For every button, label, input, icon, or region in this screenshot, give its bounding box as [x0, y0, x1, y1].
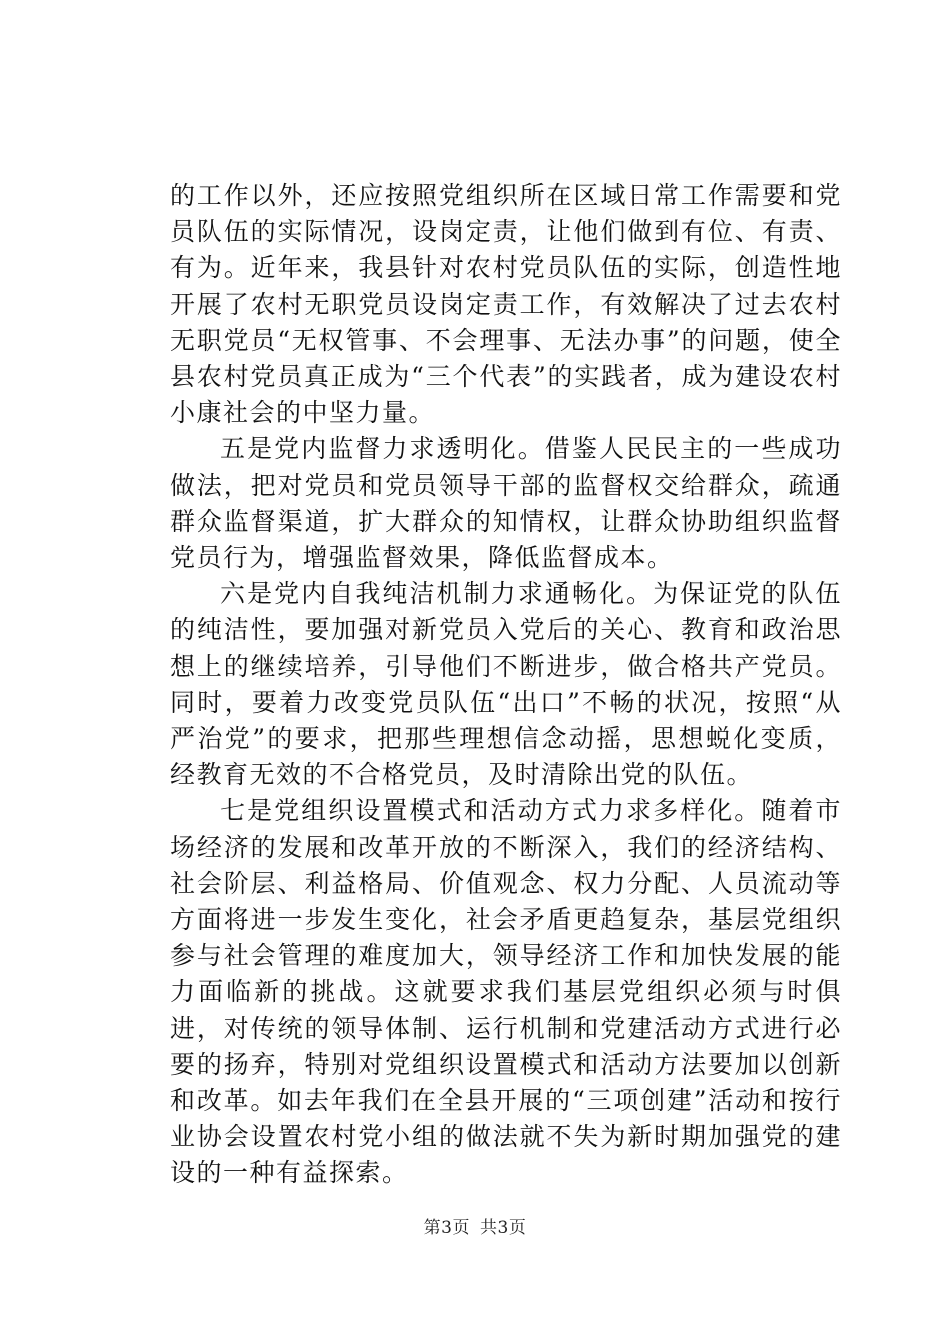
paragraph-continued: 的工作以外，还应按照党组织所在区域日常工作需要和党员队伍的实际情况，设岗定责，让他们做到有位、有责、有为。近年来，我县针对农村党员队伍的实际，创造性地开展了农村无职党员设岗定责工作，有效解决了过去农村无职党员“无权管事、不会理事、无法办事”的问题，使全县农村党员真正成为“三个代表”的实践者，成为建设农村小康社会的中坚力量。	[170, 181, 842, 428]
paragraph-self-purification: 六是党内自我纯洁机制力求通畅化。为保证党的队伍的纯洁性，要加强对新党员入党后的关心、教育和政治思想上的继续培养，引导他们不断进步，做合格共产党员。同时，要着力改变党员队伍“出口”不畅的状况，按照“从严治党”的要求，把那些理想信念动摇，思想蜕化变质，经教育无效的不合格党员，及时清除出党的队伍。	[170, 579, 842, 790]
document-body	[170, 178, 842, 1192]
paragraph-supervision: 五是党内监督力求透明化。借鉴人民民主的一些成功做法，把对党员和党员领导干部的监督权交给群众，疏通群众监督渠道，扩大群众的知情权，让群众协助组织监督党员行为，增强监督效果，降低监督成本。	[170, 434, 842, 573]
page-total: 共3页	[480, 1218, 527, 1238]
page-number: 第3页	[423, 1218, 470, 1238]
paragraph-organization-diversity: 七是党组织设置模式和活动方式力求多样化。随着市场经济的发展和改革开放的不断深入，我们的经济结构、社会阶层、利益格局、价值观念、权力分配、人员流动等方面将进一步发生变化，社会矛盾更趋复杂，基层党组织参与社会管理的难度加大，领导经济工作和加快发展的能力面临新的挑战。这就要求我们基层党组织必须与时俱进，对传统的领导体制、运行机制和党建活动方式进行必要的扬弃，特别对党组织设置模式和活动方法要加以创新和改革。如去年我们在全县开展的“三项创建”活动和按行业协会设置农村党小组的做法就不失为新时期加强党的建设的一种有益探索。	[170, 796, 842, 1188]
page-footer	[0, 1217, 950, 1239]
